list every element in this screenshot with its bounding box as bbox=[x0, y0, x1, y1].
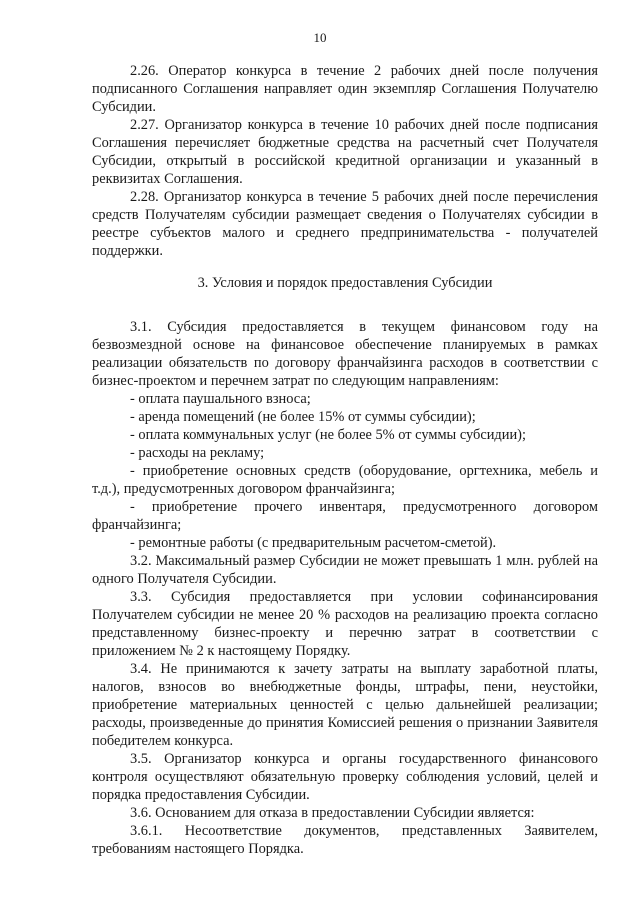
document-body bbox=[92, 62, 598, 858]
paragraph-3-6-1: 3.6.1. Несоответствие документов, представленных Заявителем, требованиям настоящего Порядка. bbox=[92, 823, 598, 857]
section-heading: 3. Условия и порядок предоставления Субсидии bbox=[197, 275, 493, 291]
paragraph-3-6: 3.6. Основанием для отказа в предоставлении Субсидии является: bbox=[130, 805, 535, 821]
paragraph-3-4: 3.4. Не принимаются к зачету затраты на выплату заработной платы, налогов, взносов во внебюджетные фонды, штрафы, пени, неустойки, приобретение материальных ценностей с целью дальнейшей реализации; расходы, произведенные до принятия Комиссией решения о признании Заявителя победителем конкурса. bbox=[92, 661, 598, 749]
list-item: - аренда помещений (не более 15% от суммы субсидии); bbox=[130, 409, 476, 425]
paragraph-3-1: 3.1. Субсидия предоставляется в текущем финансовом году на безвозмездной основе на финансовое обеспечение планируемых в рамках реализации обязательств по договору франчайзинга расходов в соответствии с бизнес-проектом и перечнем затрат по следующим направлениям: bbox=[92, 319, 598, 389]
list-item: - приобретение прочего инвентаря, предусмотренного договором франчайзинга; bbox=[92, 499, 598, 533]
list-item: - оплата коммунальных услуг (не более 5% от суммы субсидии); bbox=[130, 427, 526, 443]
paragraph-3-5: 3.5. Организатор конкурса и органы государственного финансового контроля осуществляют обязательную проверку соблюдения условий, целей и порядка предоставления Субсидии. bbox=[92, 751, 598, 803]
paragraph-3-3: 3.3. Субсидия предоставляется при условии софинансирования Получателем субсидии не менее 20 % расходов на реализацию проекта согласно представленному бизнес-проекту и перечню затрат в соответствии с приложением № 2 к настоящему Порядку. bbox=[92, 589, 598, 659]
paragraph-2-27: 2.27. Организатор конкурса в течение 10 рабочих дней после подписания Соглашения перечисляет бюджетные средства на расчетный счет Получателя Субсидии, открытый в российской кредитной организации и указанный в реквизитах Соглашения. bbox=[92, 117, 598, 187]
list-item: - расходы на рекламу; bbox=[130, 445, 265, 461]
page-number: 10 bbox=[313, 30, 327, 45]
paragraph-3-2: 3.2. Максимальный размер Субсидии не может превышать 1 млн. рублей на одного Получателя Субсидии. bbox=[92, 553, 598, 587]
list-item: - ремонтные работы (с предварительным расчетом-сметой). bbox=[130, 535, 497, 551]
list-item: - приобретение основных средств (оборудование, оргтехника, мебель и т.д.), предусмотренных договором франчайзинга; bbox=[92, 463, 598, 497]
paragraph-2-28: 2.28. Организатор конкурса в течение 5 рабочих дней после перечисления средств Получателям субсидии размещает сведения о Получателях субсидии в реестре субъектов малого и среднего предпринимательства - получателей поддержки. bbox=[92, 189, 598, 259]
paragraph-2-26: 2.26. Оператор конкурса в течение 2 рабочих дней после получения подписанного Соглашения направляет один экземпляр Соглашения Получателю Субсидии. bbox=[92, 63, 598, 115]
list-item: - оплата паушального взноса; bbox=[130, 391, 311, 407]
